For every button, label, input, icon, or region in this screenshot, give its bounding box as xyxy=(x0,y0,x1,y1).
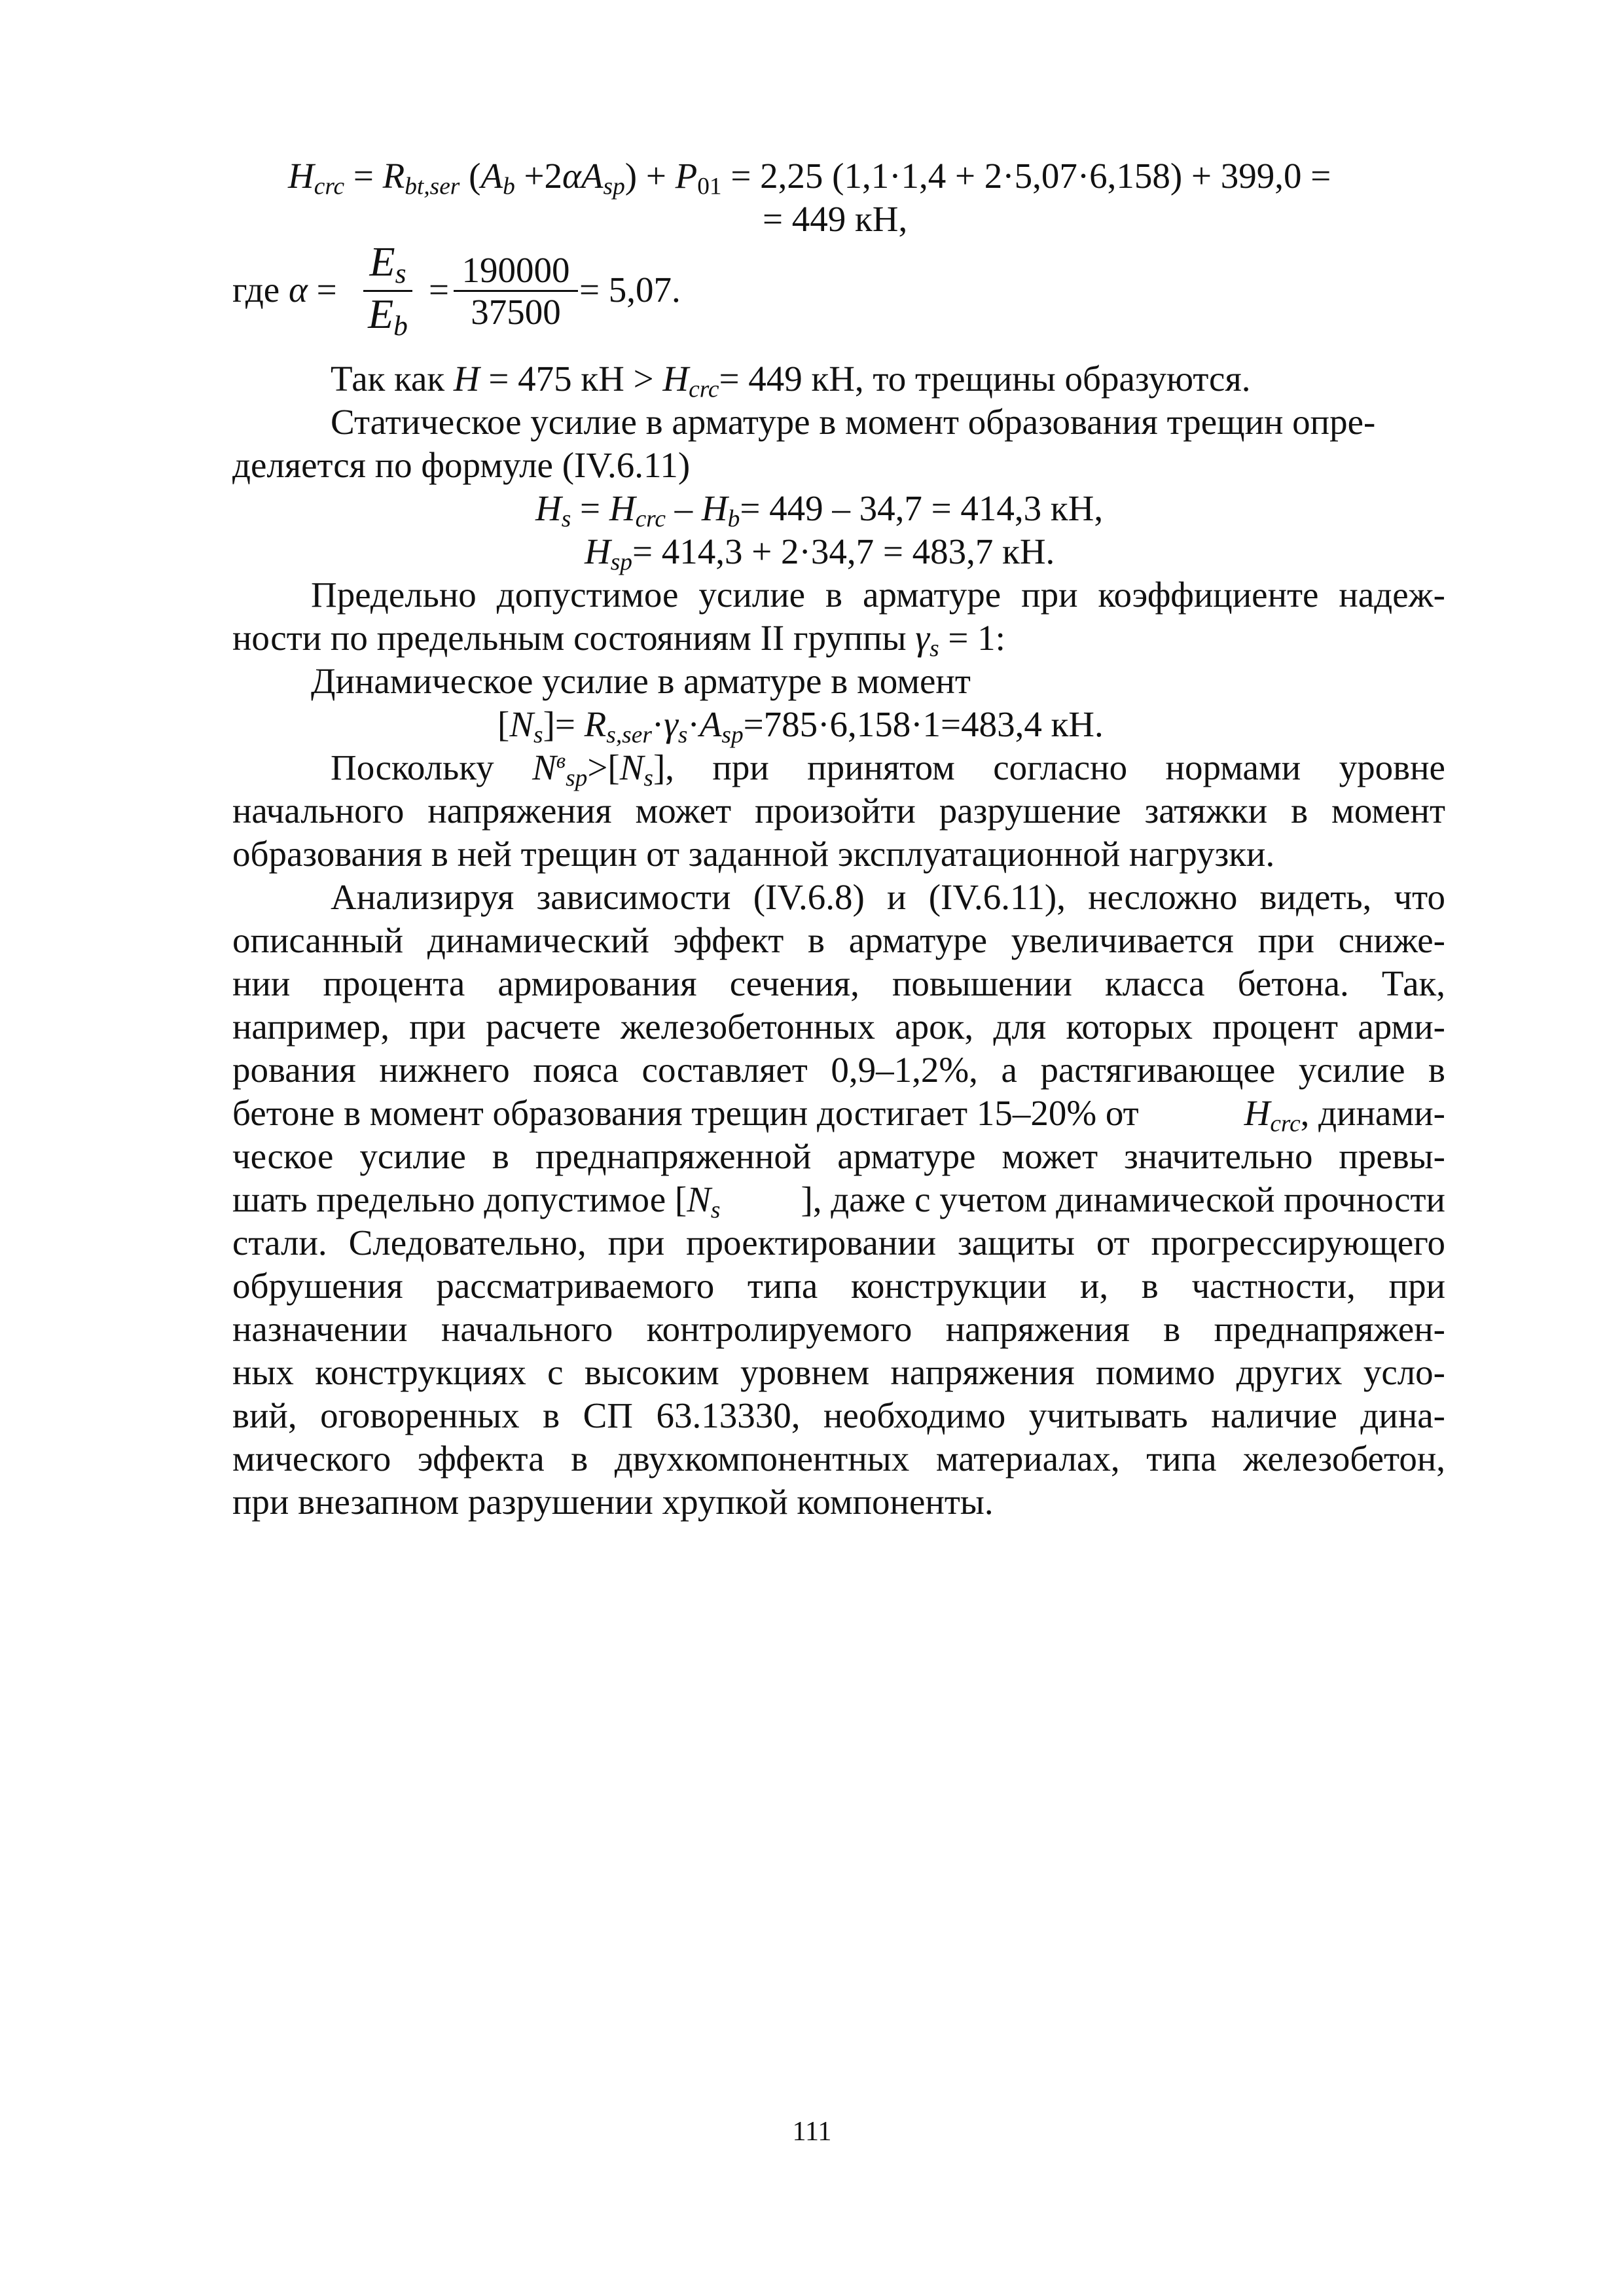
analysis-line-2: описанный динамический эффект в арматуре увеличивается при сниже- xyxy=(232,920,1445,960)
analysis-line-10: обрушения рассматриваемого типа конструкции и, в частности, при xyxy=(232,1266,1445,1306)
formula-ns: $[N_s]= R_{s,ser}\cdot\gamma_s\cdot A_{sp}=785\cdot 6,158\cdot 1=483,4$ кН. xyxy=(497,704,1104,749)
alpha-denominator-eb: $E_b$ xyxy=(368,291,408,342)
formula-alpha-prefix: где α = xyxy=(232,270,337,310)
since-para-line-1: Поскольку $N^в_{sp}>[N_s]$, при принятом согласно нормами уровне xyxy=(331,747,1445,792)
page-number: 111 xyxy=(792,2117,832,2147)
analysis-line-9: стали. Следовательно, при проектировании защиты от прогрессирующего xyxy=(232,1223,1445,1263)
formula-hcrc-result: = 449 кН, xyxy=(763,199,908,239)
limit-para-line-2: ности по предельным состояниям II группы $\gamma_s = 1$: xyxy=(232,618,1005,662)
alpha-numerator-value: 190000 xyxy=(461,250,570,290)
alpha-numerator-es: $E_s$ xyxy=(369,238,406,289)
alpha-result: = 5,07. xyxy=(579,270,681,310)
since-para-line-2: начального напряжения может произойти разрушение затяжки в момент xyxy=(232,791,1445,831)
limit-para-line-1: Предельно допустимое усилие в арматуре при коэффициенте надеж- xyxy=(311,575,1445,615)
analysis-line-8: шать предельно допустимое [$N_s$ ], даже с учетом динамической прочности xyxy=(232,1179,1445,1224)
analysis-line-6: бетоне в момент образования трещин достигает 15–20% от $H_{crc}$, динами- xyxy=(232,1093,1445,1138)
dynamic-line: Динамическое усилие в арматуре в момент xyxy=(311,661,971,701)
since-para-line-3: образования в ней трещин от заданной эксплуатационной нагрузки. xyxy=(232,834,1275,874)
analysis-line-15: при внезапном разрушении хрупкой компоненты. xyxy=(232,1482,994,1522)
analysis-line-1: Анализируя зависимости (IV.6.8) и (IV.6.11), несложно видеть, что xyxy=(331,877,1445,917)
analysis-line-12: ных конструкциях с высоким уровнем напряжения помимо других усло- xyxy=(232,1352,1445,1392)
analysis-line-7: ческое усилие в преднапряженной арматуре может значительно превы- xyxy=(232,1136,1445,1176)
formula-hs: $H_s = H_{crc} - H_b= 449 - 34,7 = 414,3$ кН, xyxy=(535,488,1104,533)
static-para-line-2: деляется по формуле (IV.6.11) xyxy=(232,445,691,485)
analysis-line-13: вий, оговоренных в СП 63.13330, необходимо учитывать наличие дина- xyxy=(232,1395,1445,1435)
static-para-line-1: Статическое усилие в арматуре в момент образования трещин опре- xyxy=(331,402,1376,442)
analysis-line-5: рования нижнего пояса составляет 0,9–1,2%, а растягивающее усилие в xyxy=(232,1050,1445,1090)
analysis-line-14: мического эффекта в двухкомпонентных материалах, типа железобетон, xyxy=(232,1439,1445,1479)
analysis-line-4: например, при расчете железобетонных арок, для которых процент арми- xyxy=(232,1007,1445,1047)
formula-hsp: $H_{sp}= 414,3 + 2\cdot 34,7 = 483,7$ кН. xyxy=(585,531,1055,576)
formula-hcrc: $H_{crc} = R_{bt,ser}$ $(A_b +2\alpha A_{sp}) + P_{01} = 2,25$ (1,1·1,4 + 2·5,07·6,158) + 399,0 = xyxy=(288,156,1331,200)
alpha-equals: = xyxy=(429,270,450,310)
cracks-sentence: Так как H = 475 кН > $H_{crc}= 449$ кН, то трещины образуются. xyxy=(331,359,1251,403)
analysis-line-3: нии процента армирования сечения, повышении класса бетона. Так, xyxy=(232,963,1445,1003)
alpha-denominator-value: 37500 xyxy=(471,292,561,332)
analysis-line-11: назначении начального контролируемого напряжения в преднапряжен- xyxy=(232,1309,1445,1349)
